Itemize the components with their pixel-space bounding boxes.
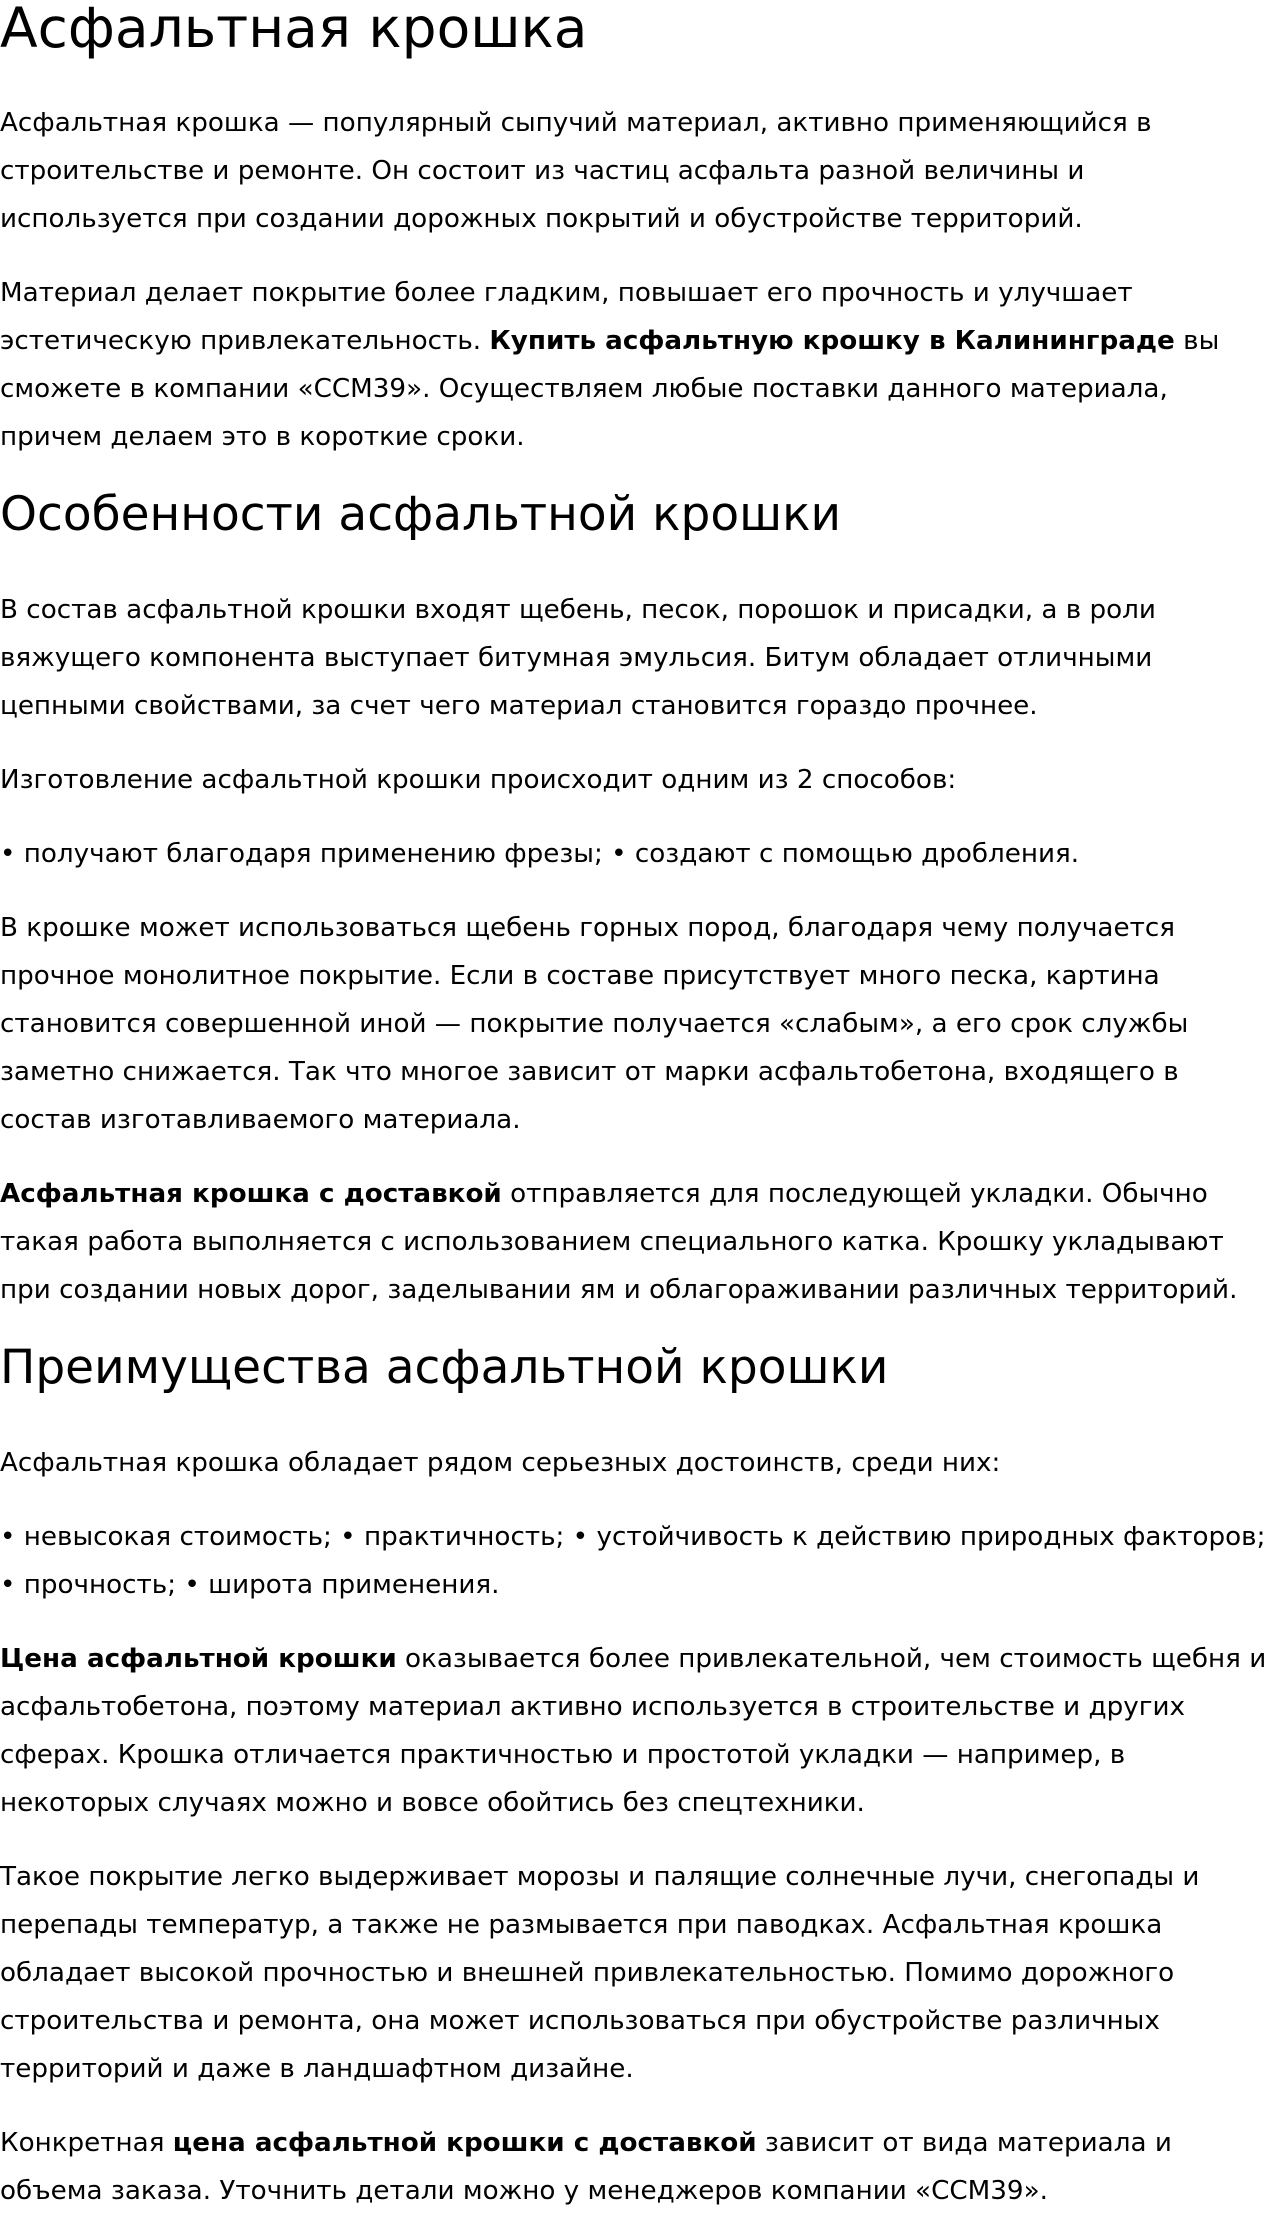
- section-heading-advantages: Преимущества асфальтной крошки: [0, 1340, 889, 1395]
- bold-phrase-delivery-price: цена асфальтной крошки с доставкой: [172, 2128, 757, 2158]
- text-span: зависит от вида материала и объема заказа. Уточнить детали можно у менеджеров компании «ССМ39».: [0, 2128, 1172, 2206]
- features-composition-paragraph: В состав асфальтной крошки входят щебень, песок, порошок и присадки, а в роли вяжущего компонента выступает битумная эмульсия. Битум обладает отличными цепными свойствами, за счет чего материал становится гораздо прочнее.: [0, 595, 1156, 721]
- advantages-intro: Асфальтная крошка обладает рядом серьезных достоинств, среди них:: [0, 1448, 1001, 1478]
- features-methods-intro: Изготовление асфальтной крошки происходит одним из 2 способов:: [0, 765, 957, 795]
- section-heading-features: Особенности асфальтной крошки: [0, 487, 842, 542]
- features-methods-list: • получают благодаря применению фрезы; • создают с помощью дробления.: [0, 839, 1080, 869]
- bold-phrase-buy: Купить асфальтную крошку в Калининграде: [489, 326, 1175, 356]
- advantages-list: • невысокая стоимость; • практичность; • устойчивость к действию природных факторов; • прочность; • широта применения.: [0, 1522, 1266, 1600]
- text-span: Конкретная: [0, 2128, 173, 2158]
- bold-phrase-price: Цена асфальтной крошки: [0, 1644, 397, 1674]
- text-span: Материал делает покрытие более гладким, повышает его прочность и улучшает эстетическую привлекательность.: [0, 278, 1133, 356]
- features-delivery-paragraph: [0, 1170, 1270, 1314]
- intro-buy-paragraph: [0, 269, 1270, 461]
- bold-phrase-delivery: Асфальтная крошка с доставкой: [0, 1179, 502, 1209]
- features-stone-paragraph: В крошке может использоваться щебень горных пород, благодаря чему получается прочное монолитное покрытие. Если в составе присутствует много песка, картина становится совершенной иной — покрытие получается «слабым», а его срок службы заметно снижается. Так что многое зависит от марки асфальтобетона, входящего в состав изготавливаемого материала.: [0, 913, 1189, 1135]
- advantages-price-paragraph: [0, 1635, 1270, 1827]
- text-span: оказывается более привлекательной, чем стоимость щебня и асфальтобетона, поэтому материал активно используется в строительстве и других сферах. Крошка отличается практичностью и простотой укладки — например, в некоторых случаях можно и вовсе обойтись без спецтехники.: [0, 1644, 1267, 1818]
- text-span: вы сможете в компании «ССМ39». Осуществляем любые поставки данного материала, причем делаем это в короткие сроки.: [0, 326, 1220, 452]
- advantages-order-paragraph: [0, 2119, 1270, 2215]
- intro-paragraph: Асфальтная крошка — популярный сыпучий материал, активно применяющийся в строительстве и ремонте. Он состоит из частиц асфальта разной величины и используется при создании дорожных покрытий и обустройстве территорий.: [0, 108, 1152, 234]
- text-span: отправляется для последующей укладки. Обычно такая работа выполняется с использованием специального катка. Крошку укладывают при создании новых дорог, заделывании ям и облагораживании различных территорий.: [0, 1179, 1238, 1305]
- page-title: Асфальтная крошка: [0, 0, 588, 60]
- advantages-weather-paragraph: Такое покрытие легко выдерживает морозы и палящие солнечные лучи, снегопады и перепады температур, а также не размывается при паводках. Асфальтная крошка обладает высокой прочностью и внешней привлекательностью. Помимо дорожного строительства и ремонта, она может использоваться при обустройстве различных территорий и даже в ландшафтном дизайне.: [0, 1862, 1200, 2084]
